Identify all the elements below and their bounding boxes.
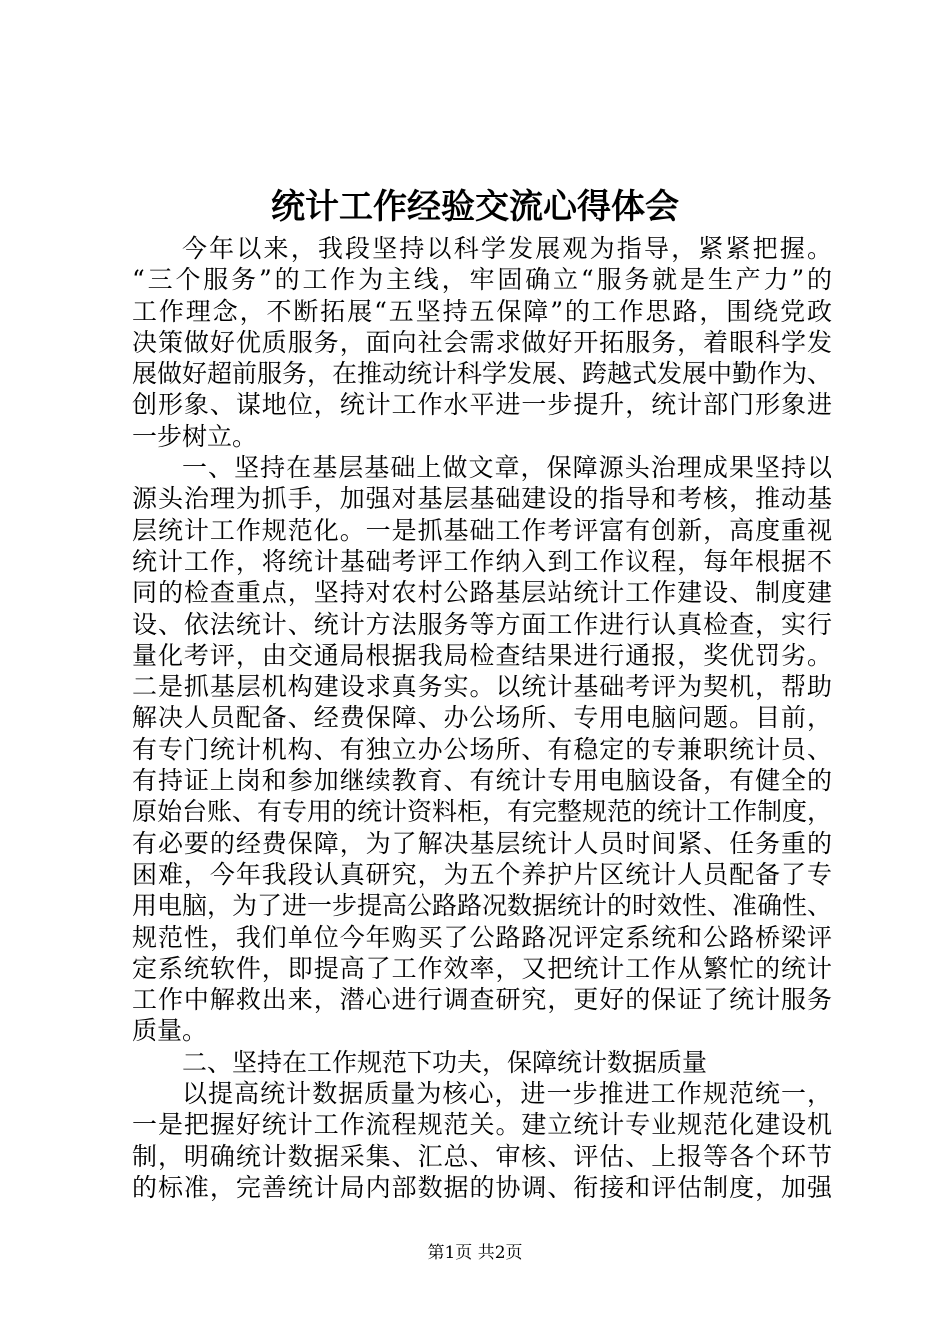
document-title: 统计工作经验交流心得体会 [271,187,679,227]
body-line: 制，明确统计数据采集、汇总、审核、评估、上报等各个环节 [132,1141,832,1171]
body-line: “三个服务”的工作为主线，牢固确立“服务就是生产力”的 [132,265,832,295]
body-line: 的标准，完善统计局内部数据的协调、衔接和评估制度，加强 [132,1172,832,1202]
body-line: 今年以来，我段坚持以科学发展观为指导，紧紧把握。 [182,234,832,263]
body-line: 统计工作，将统计基础考评工作纳入到工作议程，每年根据不 [132,546,832,576]
body-line: 一是把握好统计工作流程规范关。建立统计专业规范化建设机 [132,1110,832,1140]
body-line: 工作理念，不断拓展“五坚持五保障”的工作思路，围绕党政 [132,296,832,326]
body-line: 有持证上岗和参加继续教育、有统计专用电脑设备，有健全的 [132,766,832,796]
body-line: 定系统软件，即提高了工作效率，又把统计工作从繁忙的统计 [132,953,832,983]
body-line: 二是抓基层机构建设求真务实。以统计基础考评为契机，帮助 [132,672,832,702]
body-line: 有专门统计机构、有独立办公场所、有稳定的专兼职统计员、 [132,734,832,764]
body-line: 量化考评，由交通局根据我局检查结果进行通报，奖优罚劣。 [132,640,832,670]
body-line: 源头治理为抓手，加强对基层基础建设的指导和考核，推动基 [132,484,832,514]
body-line: 质量。 [132,1016,208,1046]
body-line: 解决人员配备、经费保障、办公场所、专用电脑问题。目前， [132,703,832,733]
document-body [132,233,832,1203]
body-line: 一、坚持在基层基础上做文章，保障源头治理成果坚持以 [182,453,832,483]
body-line: 规范性，我们单位今年购买了公路路况评定系统和公路桥梁评 [132,922,832,952]
body-line: 有必要的经费保障，为了解决基层统计人员时间紧、任务重的 [132,828,832,858]
body-line: 决策做好优质服务，面向社会需求做好开拓服务，着眼科学发 [132,327,832,357]
body-line: 展做好超前服务，在推动统计科学发展、跨越式发展中勤作为、 [132,359,833,389]
body-line: 设、依法统计、统计方法服务等方面工作进行认真检查，实行 [132,609,832,639]
body-line: 同的检查重点，坚持对农村公路基层站统计工作建设、制度建 [132,578,832,608]
page-number: 第1页 共2页 [427,1243,523,1263]
body-line: 一步树立。 [132,421,258,451]
body-line: 原始台账、有专用的统计资料柜，有完整规范的统计工作制度， [132,797,833,827]
body-line: 以提高统计数据质量为核心，进一步推进工作规范统一， [182,1079,832,1109]
body-line: 困难，今年我段认真研究，为五个养护片区统计人员配备了专 [132,859,832,889]
section-heading: 二、坚持在工作规范下功夫，保障统计数据质量 [182,1047,708,1077]
body-line: 用电脑，为了进一步提高公路路况数据统计的时效性、准确性、 [132,891,833,921]
body-line: 层统计工作规范化。一是抓基础工作考评富有创新，高度重视 [132,515,832,545]
body-line: 创形象、谋地位，统计工作水平进一步提升，统计部门形象进 [132,390,832,420]
body-line: 工作中解救出来，潜心进行调查研究，更好的保证了统计服务 [132,985,832,1015]
